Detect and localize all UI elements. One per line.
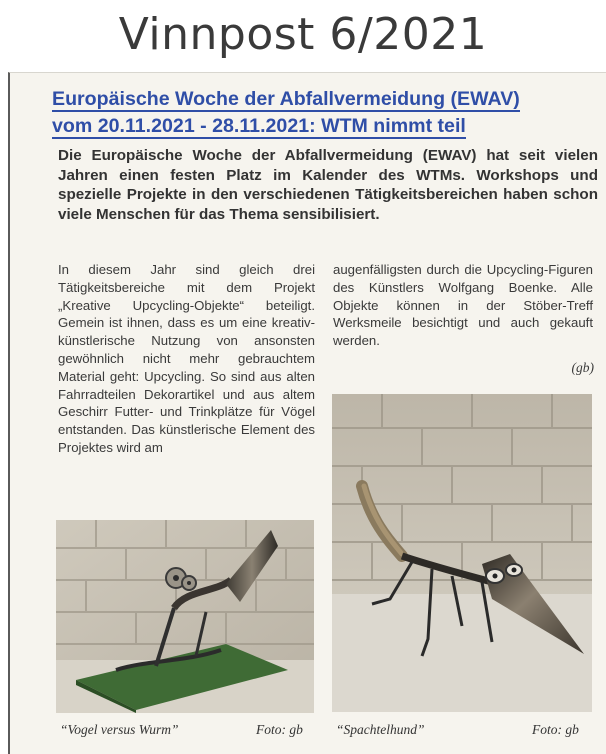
issue-title: Vinnpost 6/2021 xyxy=(0,0,606,70)
photo-spachtelhund xyxy=(332,394,592,712)
caption-right: “Spachtelhund” xyxy=(336,722,425,737)
article-lead: Die Europäische Woche der Abfallvermeidung (EWAV) hat seit vielen Jahren einen festen Platz im Kalender des WTMs. Workshops und spezielle Projekte in den verschiedenen Tätigkeitsbereichen haben schon viele Menschen für das Thema sensibilisiert. xyxy=(58,147,598,223)
photo-credit-right: Foto: gb xyxy=(532,722,579,737)
photo-credit-left: Foto: gb xyxy=(256,722,303,737)
body-column-right: augenfälligsten durch die Upcycling-Figuren des Künstlers Wolfgang Boenke. Alle Objekte können in der Stöber-Treff Werksmeile besichtigt und auch gekauft werden. xyxy=(333,262,593,349)
headline-line-2: vom 20.11.2021 - 28.11.2021: WTM nimmt teil xyxy=(52,115,466,137)
headline-line-1: Europäische Woche der Abfallvermeidung (EWAV) xyxy=(52,88,520,110)
photo-vogel-versus-wurm xyxy=(56,520,314,713)
author-credit: (gb) xyxy=(571,360,594,375)
article-headline xyxy=(52,86,600,140)
body-column-left: In diesem Jahr sind gleich drei Tätigkeitsbereiche mit dem Projekt „Kreative Upcycling-Objekte“ beteiligt. Gemein ist ihnen, dass es um eine kreativ-künstlerische Nutzung von ansonsten gewöhnlich nicht mehr gebrauchtem Material geht: Upcycling. So sind aus alten Fahrradteilen Dekorartikel und aus altem Geschirr Futter- und Trinkplätze für Vögel entstanden. Das künstlerische Element des Projektes wird am xyxy=(58,262,315,455)
caption-left: “Vogel versus Wurm” xyxy=(60,722,179,737)
